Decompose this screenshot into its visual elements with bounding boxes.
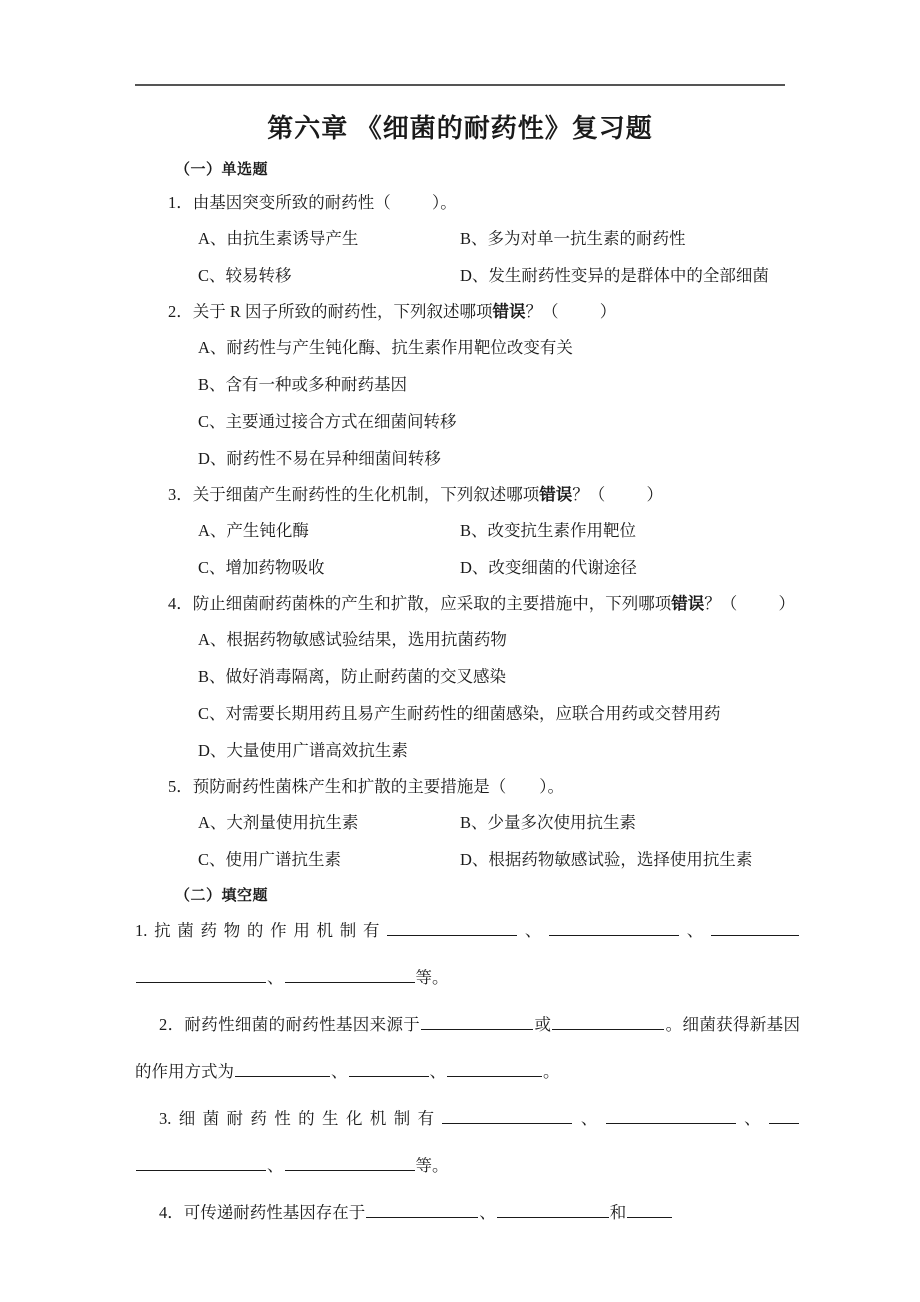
fill-blank-1 xyxy=(135,907,800,1001)
question-1-option-d[interactable]: D、发生耐药性变异的是群体中的全部细菌 xyxy=(460,266,769,285)
question-3-stem-post: ？（ ） xyxy=(572,485,663,504)
question-4-option-a[interactable]: A、根据药物敏感试验结果，选用抗菌药物 xyxy=(198,630,507,649)
fill-blank-2-sep-2: 、 xyxy=(429,1062,446,1081)
fill-blank-2 xyxy=(135,1001,800,1095)
question-2-option-a[interactable]: A、耐药性与产生钝化酶、抗生素作用靶位改变有关 xyxy=(198,338,573,357)
fill-blank-2-field-4[interactable] xyxy=(349,1061,429,1077)
question-3-option-a[interactable]: A、产生钝化酶 xyxy=(198,521,309,540)
question-5-stem xyxy=(168,769,920,804)
question-5-options xyxy=(198,804,920,878)
question-5-option-d[interactable]: D、根据药物敏感试验，选择使用抗生素 xyxy=(460,850,753,869)
question-5-option-b[interactable]: B、少量多次使用抗生素 xyxy=(460,813,637,832)
fill-blank-3-suffix: 等。 xyxy=(415,1156,449,1175)
fill-blank-3-sep-3: 、 xyxy=(267,1156,284,1175)
fill-blank-1-sep-1: 、 xyxy=(518,921,549,940)
fill-blank-3-field-1[interactable] xyxy=(442,1108,572,1124)
question-1-option-c[interactable]: C、较易转移 xyxy=(198,266,292,285)
question-5-option-c[interactable]: C、使用广谱抗生素 xyxy=(198,850,342,869)
fill-blank-3 xyxy=(135,1095,800,1189)
fill-blank-2-field-2[interactable] xyxy=(552,1014,664,1030)
fill-blank-2-field-1[interactable] xyxy=(421,1014,533,1030)
fill-blank-4-prefix: 4．可传递耐药性基因存在于 xyxy=(159,1203,366,1222)
question-4 xyxy=(0,586,920,769)
fill-blank-1-field-1[interactable] xyxy=(387,920,517,936)
question-2-stem-post: ？（ ） xyxy=(525,302,617,321)
fill-blank-2-field-3[interactable] xyxy=(235,1061,330,1077)
document-body xyxy=(0,158,920,1236)
question-2-option-d[interactable]: D、耐药性不易在异种细菌间转移 xyxy=(198,449,441,468)
question-4-option-d[interactable]: D、大量使用广谱高效抗生素 xyxy=(198,741,408,760)
question-3-stem xyxy=(168,477,920,512)
question-1-stem-pre: 1．由基因突变所致的耐药性（ xyxy=(168,193,391,212)
question-3-stem-pre: 3．关于细菌产生耐药性的生化机制，下列叙述哪项 xyxy=(168,485,540,504)
fill-blank-4-field-2[interactable] xyxy=(497,1202,609,1218)
question-1-options xyxy=(198,220,920,294)
fill-blank-1-prefix: 1.抗菌药物的作用机制有 xyxy=(135,921,387,940)
fill-blank-1-sep-2: 、 xyxy=(680,921,711,940)
fill-blank-1-sep-3: 、 xyxy=(267,968,284,987)
question-1-answer-space[interactable] xyxy=(391,193,432,212)
section-heading-fill-blank: （二）填空题 xyxy=(175,888,269,904)
fill-blank-3-field-3[interactable] xyxy=(769,1108,799,1124)
fill-blank-4-field-3[interactable] xyxy=(627,1202,672,1218)
question-2-stem-emphasis: 错误 xyxy=(492,302,526,321)
question-5-answer-space[interactable] xyxy=(506,777,539,796)
question-2-option-b[interactable]: B、含有一种或多种耐药基因 xyxy=(198,375,408,394)
question-1 xyxy=(0,185,920,294)
header-divider xyxy=(135,84,785,86)
question-5-stem-pre: 5．预防耐药性菌株产生和扩散的主要措施是（ xyxy=(168,777,507,796)
fill-blank-2-field-5[interactable] xyxy=(447,1061,542,1077)
question-2-stem-pre: 2．关于 R 因子所致的耐药性，下列叙述哪项 xyxy=(168,302,493,321)
question-3-option-c[interactable]: C、增加药物吸收 xyxy=(198,558,325,577)
fill-blank-1-field-3[interactable] xyxy=(711,920,799,936)
fill-blank-4-field-1[interactable] xyxy=(366,1202,478,1218)
fill-blank-2-sep-1: 、 xyxy=(331,1062,348,1081)
fill-blank-4 xyxy=(135,1189,800,1236)
question-3-options xyxy=(198,512,920,586)
fill-blank-2-tail-text: 。细菌获得新基因的作用方式为 xyxy=(135,1015,801,1081)
question-3 xyxy=(0,477,920,586)
page-title: 第六章 《细菌的耐药性》复习题 xyxy=(267,114,653,143)
question-4-option-c[interactable]: C、对需要长期用药且易产生耐药性的细菌感染，应联合用药或交替用药 xyxy=(198,704,721,723)
question-2-stem xyxy=(168,294,920,329)
fill-blank-3-field-5[interactable] xyxy=(285,1155,415,1171)
question-1-option-b[interactable]: B、多为对单一抗生素的耐药性 xyxy=(460,229,686,248)
fill-blank-2-prefix: 2．耐药性细菌的耐药性基因来源于 xyxy=(159,1015,421,1034)
question-2-option-c[interactable]: C、主要通过接合方式在细菌间转移 xyxy=(198,412,457,431)
question-4-stem xyxy=(168,586,920,621)
question-5 xyxy=(0,769,920,878)
question-4-stem-post: ？（ ） xyxy=(704,594,795,613)
fill-blank-4-conjunction-1: 和 xyxy=(609,1203,627,1222)
fill-blank-3-sep-2: 、 xyxy=(736,1109,768,1128)
question-3-option-d[interactable]: D、改变细菌的代谢途径 xyxy=(460,558,637,577)
fill-blank-1-field-2[interactable] xyxy=(549,920,679,936)
question-1-stem-post: ）。 xyxy=(432,193,457,212)
fill-blank-1-field-5[interactable] xyxy=(285,967,415,983)
question-4-stem-emphasis: 错误 xyxy=(671,594,705,613)
question-1-option-a[interactable]: A、由抗生素诱导产生 xyxy=(198,229,359,248)
question-4-option-b[interactable]: B、做好消毒隔离，防止耐药菌的交叉感染 xyxy=(198,667,507,686)
question-2-options xyxy=(198,329,920,477)
question-3-option-b[interactable]: B、改变抗生素作用靶位 xyxy=(460,521,637,540)
question-3-stem-emphasis: 错误 xyxy=(539,485,573,504)
fill-blank-3-field-2[interactable] xyxy=(606,1108,736,1124)
fill-blank-1-field-4[interactable] xyxy=(136,967,266,983)
fill-blank-3-field-4[interactable] xyxy=(136,1155,266,1171)
fill-blank-3-sep-1: 、 xyxy=(573,1109,605,1128)
fill-blank-3-prefix: 3.细菌耐药性的生化机制有 xyxy=(159,1109,442,1128)
question-5-option-a[interactable]: A、大剂量使用抗生素 xyxy=(198,813,359,832)
section-heading-single-choice: （一）单选题 xyxy=(175,162,269,178)
question-2 xyxy=(0,294,920,477)
fill-blank-4-sep-1: 、 xyxy=(479,1203,496,1222)
question-4-options xyxy=(198,621,920,769)
fill-blank-1-suffix: 等。 xyxy=(415,968,449,987)
question-4-stem-pre: 4．防止细菌耐药菌株的产生和扩散，应采取的主要措施中，下列哪项 xyxy=(168,594,672,613)
fill-blank-2-conjunction-1: 或 xyxy=(534,1015,552,1034)
question-1-stem xyxy=(168,185,920,220)
question-5-stem-post: ）。 xyxy=(539,777,564,796)
fill-blank-2-suffix: 。 xyxy=(543,1062,560,1081)
